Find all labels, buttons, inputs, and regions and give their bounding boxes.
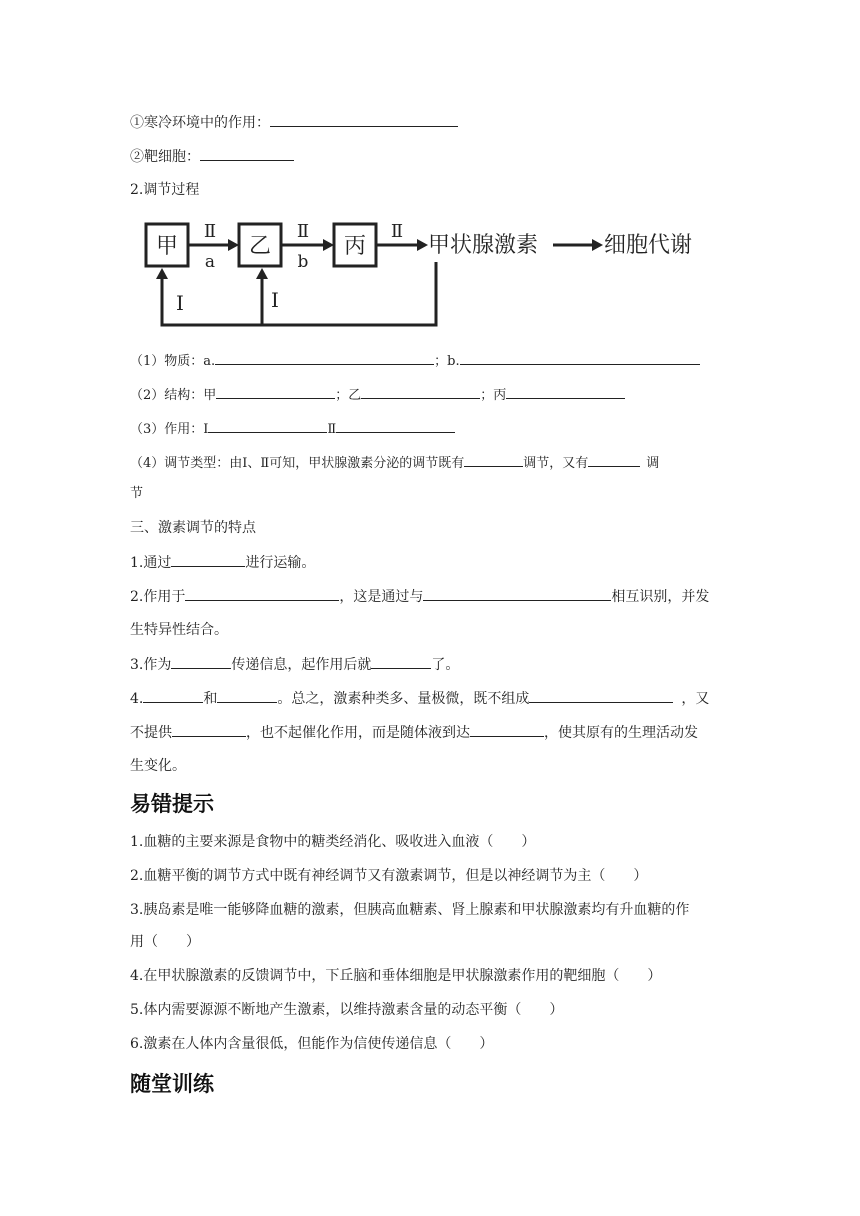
- answer-blank-b[interactable]: [460, 350, 700, 365]
- tip-item: 3.胰岛素是唯一能够降血糖的激素，但胰高血糖素、肾上腺素和甲状腺激素均有升血糖的作: [130, 902, 690, 918]
- tip-item: 1.血糖的主要来源是食物中的糖类经消化、吸收进入血液（ ）: [130, 834, 536, 850]
- regulation-diagram: [125, 210, 715, 335]
- answer-blank[interactable]: [171, 654, 231, 669]
- item2-label: ②靶细胞：: [130, 149, 200, 165]
- q3-mid: Ⅱ: [327, 422, 337, 437]
- q4-mid: 调节，又有: [523, 456, 589, 471]
- answer-blank-I[interactable]: [208, 418, 327, 433]
- q1-label: （1）物质：a.: [130, 354, 216, 369]
- q2-yi: ；乙: [335, 388, 362, 403]
- f2-c: 相互识别，并发: [611, 589, 710, 605]
- label-II-3: Ⅱ: [390, 221, 404, 242]
- answer-blank[interactable]: [172, 722, 246, 737]
- q4-label: （4）调节类型：由Ⅰ、Ⅱ可知，甲状腺激素分泌的调节既有: [130, 456, 465, 471]
- label-II-1: Ⅱ: [203, 221, 217, 242]
- question-4: [130, 452, 659, 474]
- f4-c: 。总之，激素种类多、量极微，既不组成: [277, 691, 530, 707]
- answer-blank-yi[interactable]: [361, 384, 480, 399]
- feature-4-line3: 生变化。: [130, 758, 186, 774]
- question-3: [130, 418, 455, 440]
- item-target-cell: [130, 146, 294, 167]
- q1-sep: ；b.: [434, 354, 460, 369]
- q4-end: 调: [646, 456, 660, 471]
- f4-a: 4.: [130, 691, 144, 707]
- answer-blank-type1[interactable]: [464, 452, 523, 467]
- f1-b: 进行运输。: [245, 555, 316, 571]
- answer-blank-bing[interactable]: [506, 384, 625, 399]
- box-bing-label: 丙: [343, 234, 367, 259]
- item-cold-environment: [130, 112, 458, 133]
- tip-item: 5.体内需要源源不断地产生激素，以维持激素含量的动态平衡（ ）: [130, 1002, 564, 1018]
- answer-blank[interactable]: [217, 688, 277, 703]
- label-b: b: [297, 252, 309, 272]
- f4-b: 和: [203, 691, 218, 707]
- feature-4-line2: [130, 722, 698, 743]
- answer-blank[interactable]: [143, 688, 203, 703]
- label-I-2: Ⅰ: [271, 288, 279, 312]
- f2-b: ，这是通过与: [339, 589, 424, 605]
- answer-blank[interactable]: [470, 722, 544, 737]
- metabolism-label: 细胞代谢: [604, 233, 693, 258]
- section-title-features: 三、激素调节的特点: [130, 520, 256, 536]
- answer-blank-II[interactable]: [336, 418, 455, 433]
- heading-practice: 随堂训练: [130, 1072, 214, 1096]
- answer-blank[interactable]: [529, 688, 673, 703]
- answer-blank[interactable]: [200, 146, 294, 161]
- feature-3: [130, 654, 459, 675]
- feature-1: [130, 552, 315, 573]
- box-yi-label: 乙: [248, 234, 272, 259]
- heading-error-tips: 易错提示: [130, 792, 214, 816]
- f4-d: ，又: [681, 691, 710, 707]
- box-jia-label: 甲: [155, 234, 179, 259]
- label-a: a: [204, 252, 216, 272]
- question-1: [130, 350, 700, 372]
- hormone-label: 甲状腺激素: [428, 233, 539, 258]
- answer-blank-jia[interactable]: [216, 384, 335, 399]
- f3-b: 传递信息，起作用后就: [231, 657, 372, 673]
- q2-bing: ；丙: [480, 388, 507, 403]
- tip-item: 6.激素在人体内含量很低，但能作为信使传递信息（ ）: [130, 1036, 494, 1052]
- f2-a: 2.作用于: [130, 589, 186, 605]
- tip-item: 2.血糖平衡的调节方式中既有神经调节又有激素调节，但是以神经调节为主（ ）: [130, 868, 648, 884]
- feature-2-wrap: 生特异性结合。: [130, 622, 228, 638]
- label-I-1: Ⅰ: [176, 291, 184, 315]
- f4-l2b: ，也不起催化作用，而是随体液到达: [246, 725, 470, 741]
- answer-blank-a[interactable]: [215, 350, 434, 365]
- section-title-regulation-process: 2.调节过程: [130, 182, 200, 198]
- answer-blank-type2[interactable]: [588, 452, 640, 467]
- item1-label: ①寒冷环境中的作用：: [130, 115, 270, 131]
- answer-blank[interactable]: [185, 586, 339, 601]
- tip-item: 4.在甲状腺激素的反馈调节中，下丘脑和垂体细胞是甲状腺激素作用的靶细胞（ ）: [130, 968, 662, 984]
- q2-label: （2）结构：甲: [130, 388, 217, 403]
- f3-c: 了。: [431, 657, 460, 673]
- tip-item-wrap: 用（ ）: [130, 934, 200, 950]
- question-4-wrap: 节: [130, 486, 144, 501]
- answer-blank[interactable]: [371, 654, 431, 669]
- f4-l2c: ，使其原有的生理活动发: [544, 725, 698, 741]
- answer-blank[interactable]: [270, 112, 458, 127]
- f3-a: 3.作为: [130, 657, 172, 673]
- label-II-2: Ⅱ: [296, 221, 310, 242]
- feature-2: [130, 586, 709, 607]
- question-2: [130, 384, 625, 406]
- f4-l2a: 不提供: [130, 725, 172, 741]
- answer-blank[interactable]: [423, 586, 611, 601]
- answer-blank[interactable]: [171, 552, 245, 567]
- feature-4: [130, 688, 709, 709]
- f1-a: 1.通过: [130, 555, 172, 571]
- q3-label: （3）作用：Ⅰ: [130, 422, 209, 437]
